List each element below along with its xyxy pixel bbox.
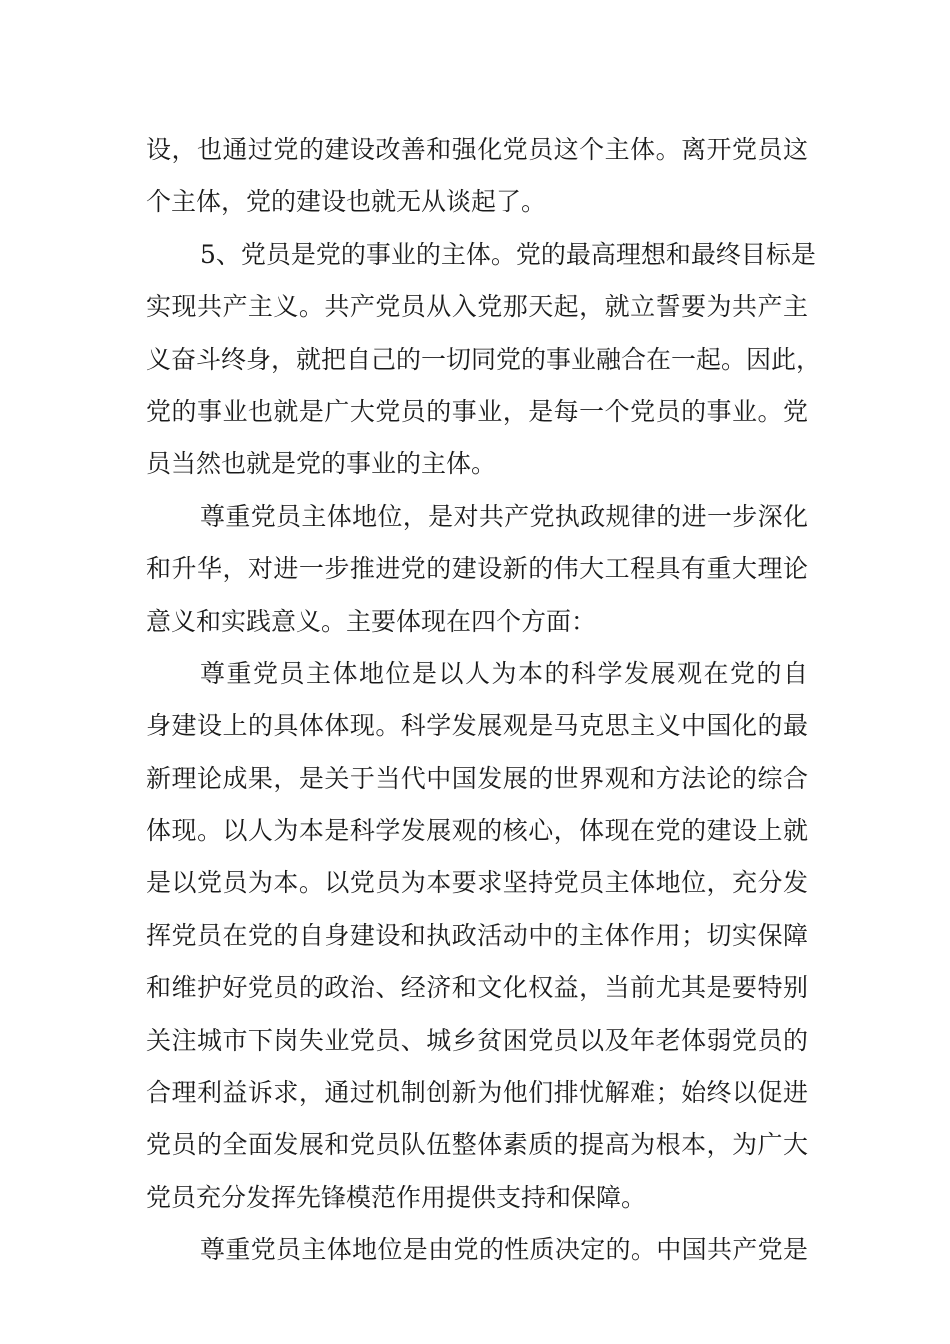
- text-line: 个主体，党的建设也就无从谈起了。: [146, 187, 547, 217]
- paragraph: [146, 491, 808, 648]
- text-line: 合理利益诉求，通过机制创新为他们排忧解难；始终以促进: [146, 1078, 808, 1108]
- text-line: 是以党员为本。以党员为本要求坚持党员主体地位，充分发: [146, 868, 808, 898]
- text-line: 挥党员在党的自身建设和执政活动中的主体作用；切实保障: [146, 920, 808, 950]
- text-line: 身建设上的具体体现。科学发展观是马克思主义中国化的最: [146, 711, 808, 741]
- text-line: 党员充分发挥先锋模范作用提供支持和保障。: [146, 1182, 647, 1212]
- paragraph: [146, 124, 808, 229]
- text-line: 和维护好党员的政治、经济和文化权益，当前尤其是要特别: [146, 973, 808, 1003]
- text-line: 5、党员是党的事业的主体。党的最高理想和最终目标是: [200, 239, 816, 269]
- text-line: 员当然也就是党的事业的主体。: [146, 449, 497, 479]
- text-line: 尊重党员主体地位，是对共产党执政规律的进一步深化: [200, 501, 808, 531]
- paragraph: [146, 1224, 808, 1276]
- text-line: 义奋斗终身，就把自己的一切同党的事业融合在一起。因此，: [146, 344, 822, 374]
- text-line: 党的事业也就是广大党员的事业，是每一个党员的事业。党: [146, 396, 808, 426]
- text-line: 实现共产主义。共产党员从入党那天起，就立誓要为共产主: [146, 292, 808, 322]
- text-line: 党员的全面发展和党员队伍整体素质的提高为根本，为广大: [146, 1130, 808, 1160]
- document-body: [146, 124, 822, 1277]
- text-line: 和升华，对进一步推进党的建设新的伟大工程具有重大理论: [146, 554, 808, 584]
- text-line: 尊重党员主体地位是由党的性质决定的。中国共产党是: [200, 1235, 808, 1265]
- text-line: 新理论成果，是关于当代中国发展的世界观和方法论的综合: [146, 763, 808, 793]
- text-line: 尊重党员主体地位是以人为本的科学发展观在党的自: [200, 658, 808, 688]
- text-line: 设，也通过党的建设改善和强化党员这个主体。离开党员这: [146, 135, 808, 164]
- paragraph: [146, 648, 808, 1224]
- text-line: 意义和实践意义。主要体现在四个方面：: [146, 606, 597, 636]
- text-line: 关注城市下岗失业党员、城乡贫困党员以及年老体弱党员的: [146, 1025, 808, 1055]
- paragraph: [146, 229, 822, 491]
- text-line: 体现。以人为本是科学发展观的核心，体现在党的建设上就: [146, 816, 808, 846]
